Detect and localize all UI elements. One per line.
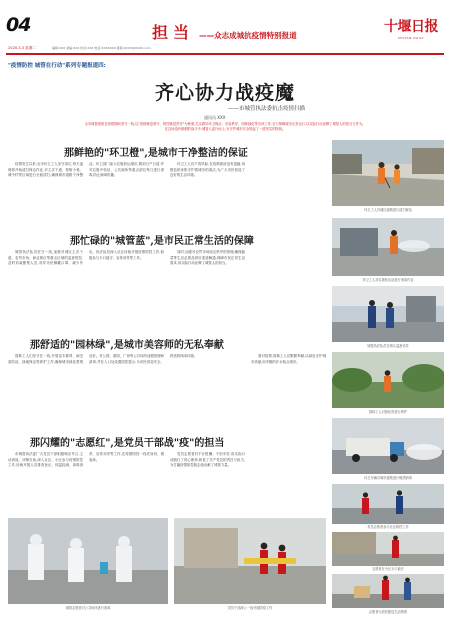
paragraph: 城管执法队员坚守一线,加强对城区主次干道、农贸市场、商业街区等重点区域的巡查管控,及时劝离聚集人员,劝导市民佩戴口罩、减少外出。执法队员深入社区协助开展疫情防控工作,积极参与卡口值守、宣传劝导等工作。 — [8, 250, 164, 266]
photo-caption: 园林工人对绿化带进行养护 — [368, 410, 408, 414]
photo-caption: 党员志愿者参与社区防控工作 — [367, 525, 409, 529]
photo-spray-truck — [332, 418, 444, 474]
photo-landscaping — [332, 352, 444, 408]
photo-caption: 城管执法队员在街头巡查劝导 — [367, 344, 409, 348]
section-2-heading: 那忙碌的"城管蓝",是市民正常生活的保障 — [70, 236, 254, 247]
photo-caption: 环卫车辆对城市道路进行喷洒消毒 — [364, 476, 412, 480]
section-4-body — [8, 452, 326, 512]
paragraph: 党员志愿者们不计报酬、不怕辛苦,用实际行动践行了初心使命,彰显了共产党员的责任与担当,为打赢疫情防控阻击战贡献了城管力量。 — [170, 452, 245, 468]
section-3-body — [8, 354, 326, 410]
page-number: 04 — [6, 14, 31, 36]
photo-disinfection — [332, 218, 444, 276]
section-1-heading: 那鲜艳的"环卫橙",是城市干净整洁的保证 — [64, 148, 248, 159]
photo-caption: 环卫工人对城区道路进行清扫保洁 — [364, 208, 412, 212]
paper-name: 十堰日报 — [384, 19, 438, 35]
section-2-body — [8, 250, 326, 314]
series-banner: "疫情防控 城管在行动"系列专题报道四: — [8, 63, 106, 69]
paragraph: 面对疫情,园林工人们默默奉献,以绿色守护城市美丽,用辛勤的汗水装点城市。 — [251, 354, 326, 364]
intro-line: 在这场没有硝烟的战斗中,城管人逆行而上,为守护城市安全筑起了一道坚实的防线。 — [164, 127, 286, 131]
paragraph: 疫情发生以来,全市环卫工人坚守岗位,每天凌晨即开始清扫保洁作业,对主次干道、背街小巷、城中村等区域进行全面清扫,确保城市道路干净整洁。环卫部门加大垃圾收运频次,做到日产日清,并对垃圾中转站、公共厕所等重点部位每日进行消毒,防止病毒传播。 — [8, 162, 164, 178]
main-title: 齐心协力战疫魔 — [155, 82, 296, 104]
intro-text — [22, 122, 428, 132]
byline: 通讯员 XXX — [204, 115, 226, 120]
editor-meta: 编辑:XXX 美编:XXX 校对:XXX 电话:XXXXXXX 邮箱:XXXX@XXXX.com — [52, 46, 151, 50]
paragraph: 环卫工人们不畏风险,在疫情面前没有退缩,用橙色的身影守护着城市的清洁,为广大市民营造了良好的生活环境。 — [170, 162, 245, 178]
paragraph: 同时,加强对农贸市场周边秩序的管理,确保蔬菜等生活必需品供应渠道畅通,保障市民正常生活需求,用实际行动诠释了城管人的担当。 — [170, 250, 245, 266]
photo-caption: 志愿者为居民配送生活物资 — [368, 610, 408, 614]
section-title-text: 担当 — [152, 23, 195, 42]
photo-community — [332, 484, 444, 524]
photo-supplies — [332, 574, 444, 608]
masthead-rule — [6, 53, 444, 55]
section-4-heading: 那闪耀的"志愿红",是党员干部战"疫"的担当 — [30, 438, 225, 449]
section-1-body — [8, 162, 326, 216]
section-title — [152, 20, 297, 43]
issue-date: 2020.3.3 星期二 — [8, 46, 36, 50]
photo-gate-duty — [332, 532, 444, 566]
photo-volunteers-hazmat — [8, 518, 168, 604]
photo-caption: 城管志愿者对公共场所进行消毒 — [65, 606, 111, 610]
newspaper-logo — [384, 16, 438, 40]
main-subtitle: ——市城管执法委抗击疫情扫描 — [228, 106, 306, 112]
photo-checkpoint — [174, 518, 326, 604]
paragraph: 市城管执法委广大党员干部积极响应号召,主动请战、冲锋在前,深入社区、小区参与疫情防控工作,协助开展人员排查登记、体温检测、消毒消杀、宣传劝导等工作,在疫情防控一线亮身份、做表率。 — [8, 452, 164, 468]
photo-street-sweeping — [332, 140, 444, 206]
photo-caption: 党员干部深入一线开展防疫工作 — [227, 606, 273, 610]
photo-patrol — [332, 286, 444, 342]
photo-caption: 环卫工人对垃圾转运站进行消毒作业 — [362, 278, 414, 282]
paragraph: 园林工人们坚守在一线,开展苗木修剪、病虫害防治、绿地保洁等养护工作,确保城市绿化景观良好。对公园、游园、广场等公共场所加强管理和消毒,并在入口处设置防控提示,为市民营造安全、舒适的休闲环境。 — [8, 354, 198, 364]
intro-line: 全市城管系统在疫情期间坚守一线,以"疫情就是命令、防控就是责任"为使命,扎实做好环卫保洁、市容秩序、园林绿化等各项工作,全力保障城市正常运行,以实际行动诠释了城管人的担当与作为。 — [84, 122, 366, 126]
section-subtitle: ——众志成城抗疫情特别报道 — [199, 31, 297, 40]
section-subtitle-text: 众志成城抗疫情特别报道 — [214, 31, 297, 40]
photo-caption: 志愿者在小区卡口值守 — [372, 567, 404, 571]
section-3-heading: 那舒适的"园林绿",是城市美容师的无私奉献 — [30, 340, 224, 351]
paper-name-en: SHIYAN DAILY — [397, 36, 425, 40]
